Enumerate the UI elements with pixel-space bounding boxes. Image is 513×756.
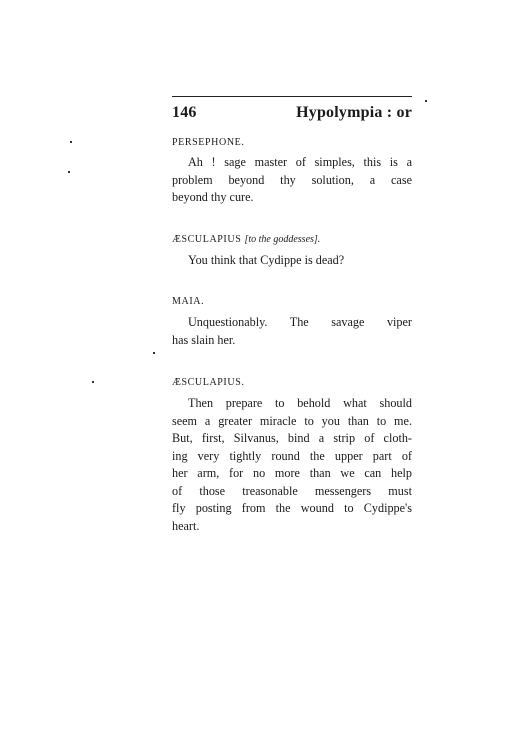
print-speck (153, 352, 155, 354)
print-speck (92, 381, 94, 383)
speech-line: Then prepare to behold what should (188, 396, 412, 410)
speech-line: has slain her. (172, 332, 236, 347)
speech-line: ing very tightly round the upper part of (172, 448, 412, 463)
speech-line: You think that Cydippe is dead? (188, 253, 345, 267)
speech-line: Unquestionably. The savage viper (188, 315, 412, 329)
speech-line: of those treasonable messengers must (172, 483, 412, 498)
speaker-line (172, 234, 412, 246)
speech-line: heart. (172, 518, 200, 533)
dialogue-block-persephone (172, 137, 412, 207)
print-speck (70, 141, 72, 143)
speech-line: beyond thy cure. (172, 190, 254, 204)
speaker-name: PERSEPHONE. (172, 137, 245, 148)
speech-text (172, 395, 412, 535)
speech-text (172, 252, 412, 270)
speech-line: fly posting from the wound to Cydippe's (172, 501, 412, 515)
dialogue-block-aesculapius (172, 234, 412, 270)
print-speck (68, 171, 70, 173)
speech-line: But, first, Silvanus, bind a strip of cloth- (172, 431, 412, 445)
page-header (172, 96, 412, 127)
speech-text (172, 154, 412, 207)
speech-text (172, 314, 412, 349)
speech-line: seem a greater miracle to you than to me. (172, 413, 412, 428)
book-page (172, 96, 412, 533)
dialogue-block-maia (172, 296, 412, 349)
page-number: 146 (172, 104, 197, 121)
speaker-name: ÆSCULAPIUS (172, 234, 242, 245)
dialogue-block-aesculapius-2 (172, 377, 412, 535)
speaker-name: ÆSCULAPIUS. (172, 377, 245, 388)
running-head: Hypolympia : or (296, 104, 412, 121)
print-speck (425, 100, 427, 102)
speech-line: problem beyond thy solution, a case (172, 172, 412, 187)
speech-line: her arm, for no more than we can help (172, 466, 412, 480)
speech-line: Ah ! sage master of simples, this is a (188, 155, 412, 169)
speaker-name: MAIA. (172, 296, 205, 307)
stage-direction: [to the goddesses]. (244, 234, 321, 245)
